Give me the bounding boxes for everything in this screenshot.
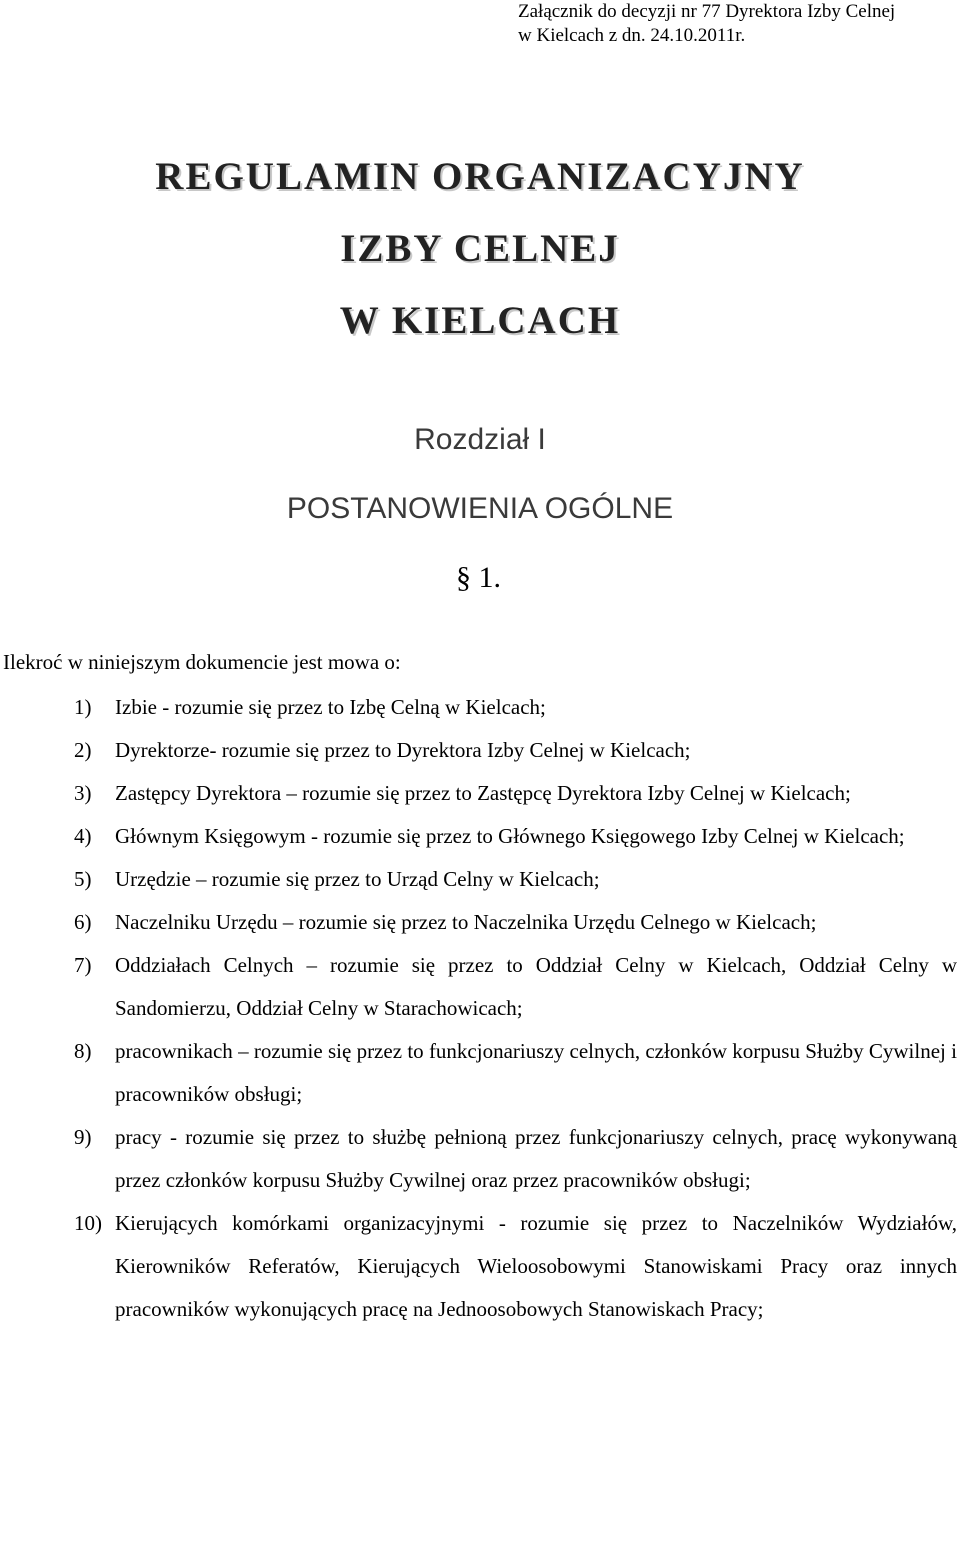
annex-note	[518, 0, 948, 48]
definition-text: Oddziałach Celnych – rozumie się przez to Oddział Celny w Kielcach, Oddział Celny w Sandomierzu, Oddział Celny w Starachowicach;	[115, 953, 957, 1020]
definition-item	[74, 858, 957, 901]
definition-text: pracownikach – rozumie się przez to funkcjonariuszy celnych, członków korpusu Służby Cywilnej i pracowników obsługi;	[115, 1039, 957, 1106]
definition-number: 2)	[74, 738, 92, 762]
definition-text: Naczelniku Urzędu – rozumie się przez to Naczelnika Urzędu Celnego w Kielcach;	[115, 910, 817, 934]
section-number: § 1.	[456, 561, 501, 594]
definition-text: Zastępcy Dyrektora – rozumie się przez to Zastępcę Dyrektora Izby Celnej w Kielcach;	[115, 781, 851, 805]
definition-text: Dyrektorze- rozumie się przez to Dyrektora Izby Celnej w Kielcach;	[115, 738, 691, 762]
definition-number: 7)	[74, 953, 92, 977]
document-title-line-2: IZBY CELNEJ	[340, 227, 620, 270]
definition-number: 5)	[74, 867, 92, 891]
document-title-line-3: W KIELCACH	[339, 299, 621, 342]
definition-number: 8)	[74, 1039, 92, 1063]
annex-line-1: Załącznik do decyzji nr 77 Dyrektora Izby Celnej	[518, 1, 896, 22]
definitions-list	[74, 686, 957, 1331]
definition-item	[74, 901, 957, 944]
definition-item	[74, 1030, 957, 1116]
definition-item	[74, 815, 957, 858]
definition-number: 4)	[74, 824, 92, 848]
definition-text: Głównym Księgowym - rozumie się przez to Głównego Księgowego Izby Celnej w Kielcach;	[115, 824, 905, 848]
annex-line-2: w Kielcach z dn. 24.10.2011r.	[518, 25, 746, 46]
chapter-number: Rozdział I	[414, 423, 546, 456]
definition-item	[74, 772, 957, 815]
definition-item	[74, 686, 957, 729]
definition-number: 10)	[74, 1211, 102, 1235]
definition-number: 1)	[74, 695, 92, 719]
definition-item	[74, 944, 957, 1030]
document-title-line-1: REGULAMIN ORGANIZACYJNY	[155, 155, 805, 198]
definition-item	[74, 729, 957, 772]
definition-text: Izbie - rozumie się przez to Izbę Celną w Kielcach;	[115, 695, 546, 719]
definition-text: Urzędzie – rozumie się przez to Urząd Celny w Kielcach;	[115, 867, 600, 891]
definition-text: pracy - rozumie się przez to służbę pełnioną przez funkcjonariuszy celnych, pracę wykonywaną przez członków korpusu Służby Cywilnej oraz przez pracowników obsługi;	[115, 1125, 957, 1192]
definition-number: 6)	[74, 910, 92, 934]
definition-text: Kierujących komórkami organizacyjnymi - rozumie się przez to Naczelników Wydziałów, Kierowników Referatów, Kierujących Wieloosobowymi Stanowiskami Pracy oraz innych pracowników wykonujących pracę na Jednoosobowych Stanowiskach Pracy;	[115, 1211, 957, 1321]
definition-number: 3)	[74, 781, 92, 805]
definition-item	[74, 1116, 957, 1202]
definitions-intro: Ilekroć w niniejszym dokumencie jest mowa o:	[3, 650, 401, 674]
chapter-name: POSTANOWIENIA OGÓLNE	[286, 492, 674, 525]
definition-number: 9)	[74, 1125, 92, 1149]
definition-item	[74, 1202, 957, 1331]
